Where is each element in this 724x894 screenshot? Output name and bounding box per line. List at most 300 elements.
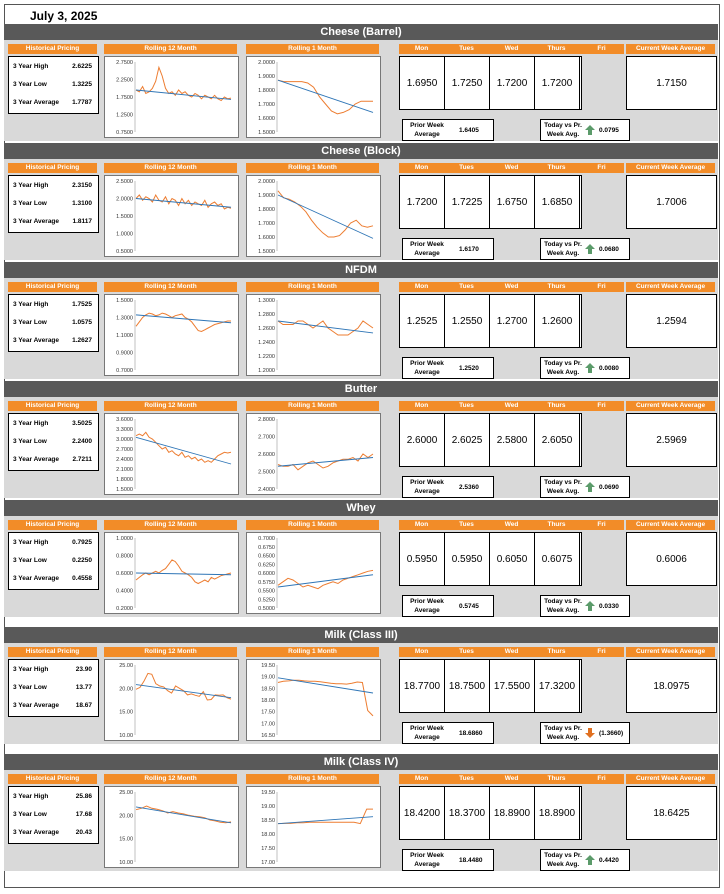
three-year-high-label: 3 Year High (13, 793, 49, 800)
rolling1-tick-label: 16.50 (261, 733, 275, 739)
prior-week-label: Prior Week (410, 852, 444, 859)
daily-prices-box (399, 294, 582, 348)
rolling-1-month-chart (246, 413, 381, 495)
daily-prices-box (399, 413, 582, 467)
today-vs-prior-label-2: Week Avg. (546, 861, 580, 868)
rolling1-tick-label: 0.5750 (258, 579, 275, 586)
rolling1-header: Rolling 1 Month (246, 647, 379, 657)
fri-header: Fri (579, 774, 624, 784)
rolling1-svg (247, 787, 380, 867)
rolling1-trend-line (278, 575, 373, 587)
rolling1-trend-line (278, 678, 373, 693)
rolling1-header: Rolling 1 Month (246, 44, 379, 54)
rolling12-header: Rolling 12 Month (104, 163, 237, 173)
rolling12-header: Rolling 12 Month (104, 520, 237, 530)
rolling1-header: Rolling 1 Month (246, 401, 379, 411)
rolling1-tick-label: 1.3000 (258, 298, 275, 304)
thurs-header: Thurs (534, 44, 579, 54)
current-week-average-header: Current Week Average (626, 44, 715, 54)
rolling1-price-line (278, 570, 373, 588)
wed-header: Wed (489, 520, 534, 530)
rolling1-tick-label: 2.6000 (258, 452, 275, 458)
rolling1-tick-label: 2.8000 (258, 417, 275, 423)
rolling1-tick-label: 1.2000 (258, 368, 275, 374)
historical-header: Historical Pricing (8, 282, 97, 292)
thurs-price: 1.2600 (535, 295, 580, 347)
mon-price: 18.7700 (400, 660, 445, 712)
thurs-header: Thurs (534, 163, 579, 173)
historical-pricing-box (8, 56, 99, 114)
rolling-12-month-chart (104, 413, 239, 495)
three-year-low-value: 1.3100 (72, 200, 92, 207)
rolling1-tick-label: 1.9000 (258, 193, 275, 199)
prior-week-label-2: Average (414, 734, 440, 741)
prior-week-label: Prior Week (410, 241, 444, 248)
rolling1-tick-label: 1.8000 (258, 207, 275, 213)
up-arrow-icon (585, 601, 595, 611)
mon-header: Mon (399, 647, 444, 657)
mon-price: 1.7200 (400, 176, 445, 228)
rolling1-price-line (278, 809, 373, 824)
rolling1-tick-label: 1.8000 (258, 88, 275, 94)
current-week-average-header: Current Week Average (626, 163, 715, 173)
rolling-1-month-chart (246, 56, 381, 138)
three-year-low-label: 3 Year Low (13, 438, 47, 445)
historical-header: Historical Pricing (8, 401, 97, 411)
prior-week-average-value: 18.6860 (459, 729, 483, 737)
tues-header: Tues (444, 520, 489, 530)
tues-header: Tues (444, 282, 489, 292)
today-vs-prior-value: 0.0080 (599, 364, 619, 372)
tues-price: 1.2550 (445, 295, 490, 347)
rolling12-trend-line (136, 199, 231, 208)
today-vs-prior-box (540, 849, 630, 871)
commodity-section (4, 24, 718, 141)
rolling1-header: Rolling 1 Month (246, 520, 379, 530)
rolling1-svg (247, 295, 380, 375)
three-year-high-value: 25.86 (75, 793, 92, 800)
thurs-price: 1.7200 (535, 57, 580, 109)
prior-week-label-2: Average (414, 131, 440, 138)
rolling-12-month-chart (104, 532, 239, 614)
rolling1-tick-label: 19.00 (261, 674, 275, 681)
up-arrow-icon (585, 244, 595, 254)
wed-price: 1.2700 (490, 295, 535, 347)
prior-week-average-box (402, 238, 494, 260)
three-year-average-label: 3 Year Average (13, 575, 60, 582)
rolling1-tick-label: 19.50 (261, 663, 275, 669)
wed-header: Wed (489, 282, 534, 292)
rolling12-svg (105, 414, 238, 494)
three-year-high-label: 3 Year High (13, 420, 49, 427)
rolling1-tick-label: 2.7000 (258, 434, 275, 441)
today-vs-prior-label: Today vs Pr. (544, 241, 582, 248)
today-vs-prior-label: Today vs Pr. (544, 479, 582, 486)
three-year-low-value: 2.2400 (72, 438, 92, 445)
commodity-section (4, 381, 718, 498)
rolling1-trend-line (278, 195, 373, 238)
tues-header: Tues (444, 774, 489, 784)
rolling12-tick-label: 1.2500 (116, 112, 133, 119)
three-year-high-label: 3 Year High (13, 182, 49, 189)
rolling1-tick-label: 2.0000 (258, 179, 275, 185)
rolling12-price-line (136, 560, 231, 584)
current-week-average-value: 18.0975 (626, 659, 717, 713)
thurs-price: 1.6850 (535, 176, 580, 228)
wed-price: 2.5800 (490, 414, 535, 466)
wed-price: 1.7200 (490, 57, 535, 109)
rolling12-header: Rolling 12 Month (104, 282, 237, 292)
rolling12-tick-label: 15.00 (119, 836, 133, 843)
rolling1-tick-label: 17.50 (261, 846, 275, 852)
prior-week-average-value: 1.6170 (459, 245, 479, 253)
section-title: Butter (4, 381, 718, 397)
tues-price: 2.6025 (445, 414, 490, 466)
tues-price: 1.7225 (445, 176, 490, 228)
wed-header: Wed (489, 44, 534, 54)
rolling12-tick-label: 0.4000 (116, 588, 133, 595)
three-year-high-label: 3 Year High (13, 301, 49, 308)
commodity-section (4, 627, 718, 744)
historical-pricing-box (8, 786, 99, 844)
rolling1-tick-label: 0.5000 (258, 606, 275, 612)
rolling1-trend-line (278, 458, 373, 467)
rolling12-header: Rolling 12 Month (104, 401, 237, 411)
today-vs-prior-value: (1.3660) (599, 729, 624, 737)
tues-price: 18.3700 (445, 787, 490, 839)
fri-header: Fri (579, 163, 624, 173)
rolling12-tick-label: 20.00 (119, 813, 133, 820)
current-week-average-value: 18.6425 (626, 786, 717, 840)
rolling12-trend-line (136, 807, 231, 823)
rolling1-tick-label: 17.00 (261, 721, 275, 728)
tues-header: Tues (444, 647, 489, 657)
rolling1-tick-label: 2.4000 (258, 487, 275, 493)
mon-price: 2.6000 (400, 414, 445, 466)
prior-week-label: Prior Week (410, 122, 444, 129)
rolling12-tick-label: 1.8000 (116, 477, 133, 483)
mon-price: 1.6950 (400, 57, 445, 109)
three-year-low-label: 3 Year Low (13, 684, 47, 691)
historical-pricing-box (8, 659, 99, 717)
prior-week-label: Prior Week (410, 479, 444, 486)
historical-header: Historical Pricing (8, 520, 97, 530)
thurs-header: Thurs (534, 774, 579, 784)
rolling12-tick-label: 15.00 (119, 709, 133, 716)
fri-header: Fri (579, 401, 624, 411)
rolling1-tick-label: 0.5250 (258, 597, 275, 604)
section-title: Whey (4, 500, 718, 516)
rolling12-tick-label: 1.0000 (116, 536, 133, 542)
three-year-high-value: 23.90 (75, 666, 92, 673)
down-arrow-icon (585, 728, 595, 738)
prior-week-average-value: 1.2520 (459, 364, 479, 372)
historical-header: Historical Pricing (8, 647, 97, 657)
mon-price: 1.2525 (400, 295, 445, 347)
prior-week-average-box (402, 849, 494, 871)
current-week-average-value: 1.7006 (626, 175, 717, 229)
rolling1-svg (247, 176, 380, 256)
current-week-average-value: 1.2594 (626, 294, 717, 348)
thurs-price: 0.6075 (535, 533, 580, 585)
today-vs-prior-label-2: Week Avg. (546, 250, 580, 257)
rolling1-tick-label: 1.2400 (258, 340, 275, 346)
prior-week-average-box (402, 357, 494, 379)
rolling12-svg (105, 176, 238, 256)
three-year-low-label: 3 Year Low (13, 81, 47, 88)
current-week-average-header: Current Week Average (626, 282, 715, 292)
rolling1-tick-label: 1.2800 (258, 312, 275, 318)
rolling12-price-line (136, 67, 231, 100)
today-vs-prior-label: Today vs Pr. (544, 360, 582, 367)
rolling12-tick-label: 0.9000 (116, 350, 133, 357)
rolling1-tick-label: 1.6000 (258, 235, 275, 241)
rolling12-trend-line (136, 437, 231, 464)
rolling12-tick-label: 1.3000 (116, 315, 133, 322)
prior-week-average-value: 1.6405 (459, 126, 479, 134)
section-title: NFDM (4, 262, 718, 278)
today-vs-prior-value: 0.0330 (599, 602, 619, 610)
three-year-low-value: 0.2250 (72, 557, 92, 564)
rolling1-tick-label: 19.50 (261, 790, 275, 796)
rolling-1-month-chart (246, 532, 381, 614)
wed-header: Wed (489, 401, 534, 411)
thurs-price: 2.6050 (535, 414, 580, 466)
rolling12-trend-line (136, 90, 231, 99)
three-year-high-value: 2.3150 (72, 182, 92, 189)
rolling12-tick-label: 0.6000 (116, 571, 133, 577)
daily-prices-box (399, 786, 582, 840)
rolling-1-month-chart (246, 175, 381, 257)
rolling12-svg (105, 57, 238, 137)
prior-week-average-box (402, 595, 494, 617)
today-vs-prior-label-2: Week Avg. (546, 369, 580, 376)
rolling1-header: Rolling 1 Month (246, 282, 379, 292)
current-week-average-header: Current Week Average (626, 520, 715, 530)
up-arrow-icon (585, 125, 595, 135)
prior-week-average-value: 2.5360 (459, 483, 479, 491)
rolling12-tick-label: 3.0000 (116, 437, 133, 443)
rolling1-tick-label: 0.5500 (258, 588, 275, 595)
prior-week-label-2: Average (414, 369, 440, 376)
rolling1-tick-label: 1.7000 (258, 221, 275, 227)
current-week-average-value: 0.6006 (626, 532, 717, 586)
three-year-low-label: 3 Year Low (13, 319, 47, 326)
rolling12-header: Rolling 12 Month (104, 774, 237, 784)
rolling12-tick-label: 2.2500 (116, 77, 133, 84)
rolling12-tick-label: 2.7000 (116, 447, 133, 453)
mon-price: 18.4200 (400, 787, 445, 839)
up-arrow-icon (585, 363, 595, 373)
rolling1-tick-label: 19.00 (261, 804, 275, 810)
thurs-header: Thurs (534, 647, 579, 657)
rolling1-tick-label: 18.50 (261, 686, 275, 693)
rolling1-tick-label: 1.9000 (258, 74, 275, 80)
rolling12-tick-label: 1.5000 (116, 487, 133, 493)
today-vs-prior-value: 0.0795 (599, 126, 619, 134)
three-year-average-value: 1.2627 (72, 337, 92, 344)
daily-prices-box (399, 56, 582, 110)
historical-header: Historical Pricing (8, 44, 97, 54)
mon-header: Mon (399, 282, 444, 292)
tues-price: 18.7500 (445, 660, 490, 712)
rolling1-tick-label: 1.2600 (258, 326, 275, 332)
thurs-header: Thurs (534, 520, 579, 530)
rolling1-price-line (278, 191, 373, 237)
today-vs-prior-label-2: Week Avg. (546, 488, 580, 495)
three-year-low-label: 3 Year Low (13, 557, 47, 564)
current-week-average-value: 2.5969 (626, 413, 717, 467)
today-vs-prior-label-2: Week Avg. (546, 607, 580, 614)
today-vs-prior-box (540, 119, 630, 141)
thurs-price: 18.8900 (535, 787, 580, 839)
rolling12-tick-label: 20.00 (119, 686, 133, 693)
mon-header: Mon (399, 401, 444, 411)
rolling1-header: Rolling 1 Month (246, 774, 379, 784)
rolling12-tick-label: 0.2000 (116, 606, 133, 612)
rolling1-tick-label: 1.6000 (258, 116, 275, 122)
mon-header: Mon (399, 163, 444, 173)
mon-header: Mon (399, 774, 444, 784)
today-vs-prior-value: 0.0690 (599, 483, 619, 491)
rolling1-tick-label: 1.5000 (258, 130, 275, 136)
prior-week-label: Prior Week (410, 725, 444, 732)
rolling12-tick-label: 0.8000 (116, 553, 133, 560)
rolling12-tick-label: 3.6000 (116, 417, 133, 423)
rolling12-tick-label: 2.4000 (116, 457, 133, 463)
prior-week-label-2: Average (414, 488, 440, 495)
today-vs-prior-value: 0.0680 (599, 245, 619, 253)
three-year-high-label: 3 Year High (13, 539, 49, 546)
thurs-header: Thurs (534, 282, 579, 292)
wed-header: Wed (489, 163, 534, 173)
historical-pricing-box (8, 532, 99, 590)
three-year-average-label: 3 Year Average (13, 829, 60, 836)
today-vs-prior-label: Today vs Pr. (544, 122, 582, 129)
historical-header: Historical Pricing (8, 163, 97, 173)
current-week-average-header: Current Week Average (626, 647, 715, 657)
prior-week-average-box (402, 476, 494, 498)
rolling1-tick-label: 0.6750 (258, 544, 275, 551)
rolling1-header: Rolling 1 Month (246, 163, 379, 173)
current-week-average-header: Current Week Average (626, 401, 715, 411)
rolling12-tick-label: 0.5000 (116, 249, 133, 255)
three-year-average-value: 18.67 (75, 702, 92, 709)
rolling1-svg (247, 533, 380, 613)
historical-pricing-box (8, 175, 99, 233)
rolling12-price-line (136, 432, 231, 462)
today-vs-prior-label: Today vs Pr. (544, 598, 582, 605)
tues-price: 0.5950 (445, 533, 490, 585)
three-year-average-value: 1.8117 (72, 218, 92, 225)
three-year-high-label: 3 Year High (13, 666, 49, 673)
fri-header: Fri (579, 520, 624, 530)
today-vs-prior-box (540, 476, 630, 498)
three-year-average-value: 20.43 (75, 829, 92, 836)
prior-week-average-box (402, 722, 494, 744)
three-year-high-value: 3.5025 (72, 420, 92, 427)
prior-week-label: Prior Week (410, 360, 444, 367)
tues-header: Tues (444, 44, 489, 54)
rolling12-tick-label: 2.0000 (116, 196, 133, 203)
rolling1-tick-label: 2.5000 (258, 469, 275, 476)
rolling1-tick-label: 0.6000 (258, 571, 275, 577)
rolling12-tick-label: 1.1000 (116, 333, 133, 339)
daily-prices-box (399, 532, 582, 586)
three-year-average-label: 3 Year Average (13, 99, 60, 106)
rolling12-svg (105, 295, 238, 375)
three-year-low-value: 13.77 (75, 684, 92, 691)
rolling1-tick-label: 18.00 (261, 832, 275, 838)
rolling1-tick-label: 17.50 (261, 709, 275, 716)
today-vs-prior-label-2: Week Avg. (546, 131, 580, 138)
rolling1-tick-label: 0.7000 (258, 536, 275, 542)
section-title: Cheese (Block) (4, 143, 718, 159)
three-year-average-value: 1.7787 (72, 99, 92, 106)
thurs-header: Thurs (534, 401, 579, 411)
current-week-average-header: Current Week Average (626, 774, 715, 784)
rolling12-tick-label: 1.0000 (116, 231, 133, 238)
rolling1-tick-label: 1.5000 (258, 249, 275, 255)
commodity-section (4, 500, 718, 617)
three-year-low-label: 3 Year Low (13, 811, 47, 818)
section-title: Cheese (Barrel) (4, 24, 718, 40)
rolling1-tick-label: 1.7000 (258, 102, 275, 108)
three-year-high-value: 2.6225 (72, 63, 92, 70)
three-year-high-label: 3 Year High (13, 63, 49, 70)
rolling12-trend-line (136, 685, 231, 698)
prior-week-average-value: 0.5745 (459, 602, 479, 610)
three-year-average-label: 3 Year Average (13, 337, 60, 344)
prior-week-label: Prior Week (410, 598, 444, 605)
rolling-1-month-chart (246, 786, 381, 868)
rolling1-trend-line (278, 80, 373, 112)
three-year-low-label: 3 Year Low (13, 200, 47, 207)
rolling1-tick-label: 2.0000 (258, 60, 275, 66)
rolling-1-month-chart (246, 659, 381, 741)
rolling1-tick-label: 17.00 (261, 860, 275, 866)
rolling12-header: Rolling 12 Month (104, 44, 237, 54)
today-vs-prior-box (540, 722, 630, 744)
fri-header: Fri (579, 647, 624, 657)
rolling1-svg (247, 660, 380, 740)
mon-header: Mon (399, 44, 444, 54)
tues-price: 1.7250 (445, 57, 490, 109)
rolling1-svg (247, 57, 380, 137)
today-vs-prior-box (540, 357, 630, 379)
up-arrow-icon (585, 855, 595, 865)
wed-header: Wed (489, 774, 534, 784)
three-year-average-value: 0.4558 (72, 575, 92, 582)
rolling12-tick-label: 10.00 (119, 860, 133, 866)
three-year-average-label: 3 Year Average (13, 218, 60, 225)
prior-week-label-2: Average (414, 861, 440, 868)
rolling-1-month-chart (246, 294, 381, 376)
prior-week-average-box (402, 119, 494, 141)
rolling12-tick-label: 2.5000 (116, 179, 133, 185)
rolling12-svg (105, 787, 238, 867)
rolling-12-month-chart (104, 786, 239, 868)
rolling-12-month-chart (104, 294, 239, 376)
three-year-average-label: 3 Year Average (13, 702, 60, 709)
commodity-section (4, 754, 718, 871)
fri-header: Fri (579, 282, 624, 292)
current-week-average-value: 1.7150 (626, 56, 717, 110)
wed-price: 17.5500 (490, 660, 535, 712)
rolling12-tick-label: 25.00 (119, 663, 133, 669)
rolling12-price-line (136, 195, 231, 209)
up-arrow-icon (585, 482, 595, 492)
